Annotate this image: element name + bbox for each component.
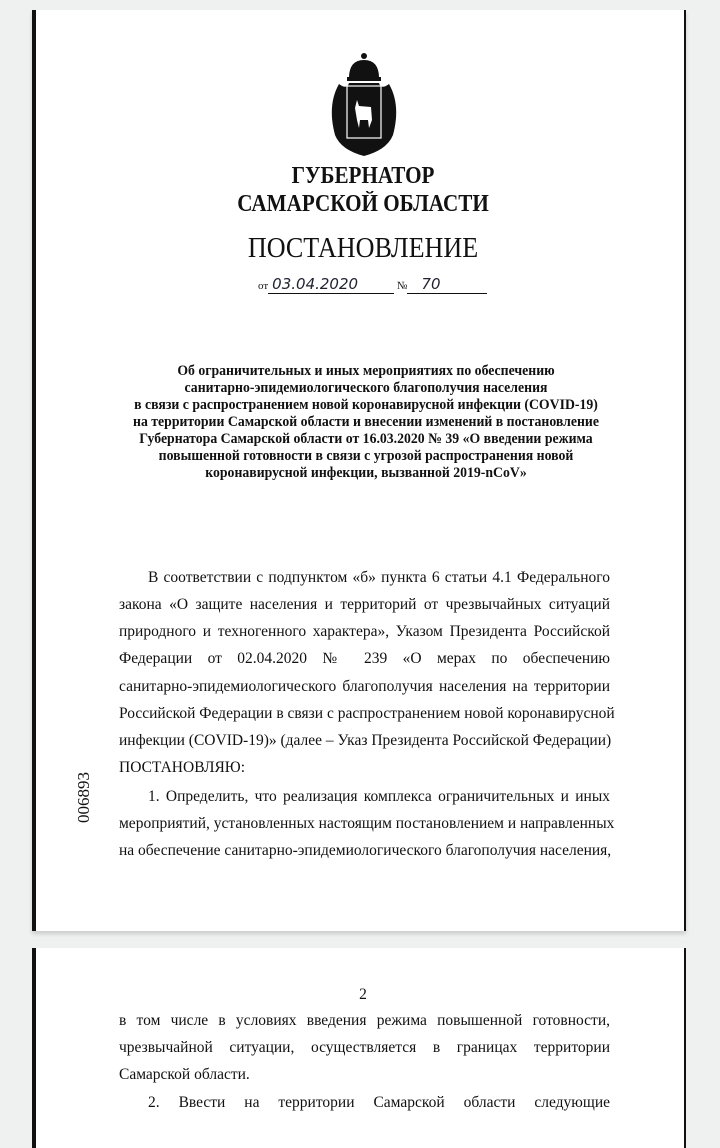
document-title (129, 363, 604, 482)
number-prefix: № (396, 280, 408, 292)
registration-stamp-number: 006893 (74, 772, 93, 823)
document-type-heading: ПОСТАНОВЛЕНИЕ (247, 232, 479, 264)
body-line: мероприятий, установленных настоящим постановлением и направленных (119, 815, 615, 832)
body-line: закона «О защите населения и территорий от чрезвычайных ситуаций (119, 596, 610, 613)
issuer-title-line1: ГУБЕРНАТОР (291, 163, 435, 189)
body-line: 2. Ввести на территории Самарской области следующие (148, 1094, 610, 1111)
title-line: коронавирусной инфекции, вызванной 2019-nCoV» (205, 465, 527, 481)
issuer-title-line2: САМАРСКОЙ ОБЛАСТИ (237, 191, 489, 217)
date-prefix: от (258, 280, 269, 292)
body-line: в том числе в условиях введения режима повышенной готовности, (119, 1012, 610, 1029)
resolution-word: ПОСТАНОВЛЯЮ: (119, 759, 246, 776)
body-line: природного и техногенного характера», Указом Президента Российской (119, 623, 610, 640)
title-line: Губернатора Самарской области от 16.03.2020 № 39 «О введении режима (139, 431, 593, 447)
date-number-line (258, 275, 487, 294)
title-line: на территории Самарской области и внесении изменений в постановление (133, 414, 599, 430)
body-line: 1. Определить, что реализация комплекса ограничительных и иных (148, 788, 610, 805)
title-line: Об ограничительных и иных мероприятиях по обеспечению (177, 363, 555, 379)
page-number: 2 (359, 986, 367, 1003)
document-number: 70 (407, 275, 487, 294)
body-line: на обеспечение санитарно-эпидемиологического благополучия населения, (119, 842, 612, 859)
body-line: инфекции (COVID-19)» (далее – Указ Президента Российской Федерации) (119, 732, 612, 749)
body-line: В соответствии с подпунктом «б» пункта 6 статьи 4.1 Федерального (148, 569, 610, 586)
body-line: Самарской области. (119, 1066, 250, 1083)
title-line: повышенной готовности в связи с угрозой распространения новой (158, 448, 574, 464)
document-page-1 (32, 10, 686, 931)
document-date: 03.04.2020 (268, 275, 394, 294)
body-line: Российской Федерации в связи с распространением новой коронавирусной (119, 705, 615, 722)
body-line: Федерации от 02.04.2020 № 239 «О мерах по обеспечению (119, 650, 610, 667)
document-page-2 (32, 948, 686, 1148)
samara-coat-of-arms-emblem (319, 50, 409, 160)
title-line: санитарно-эпидемиологического благополучия населения (184, 380, 548, 396)
title-line: в связи с распространением новой коронавирусной инфекции (COVID-19) (134, 397, 598, 413)
body-line: чрезвычайной ситуации, осуществляется в границах территории (119, 1039, 610, 1056)
body-line: санитарно-эпидемиологического благополучия населения на территории (119, 678, 610, 695)
